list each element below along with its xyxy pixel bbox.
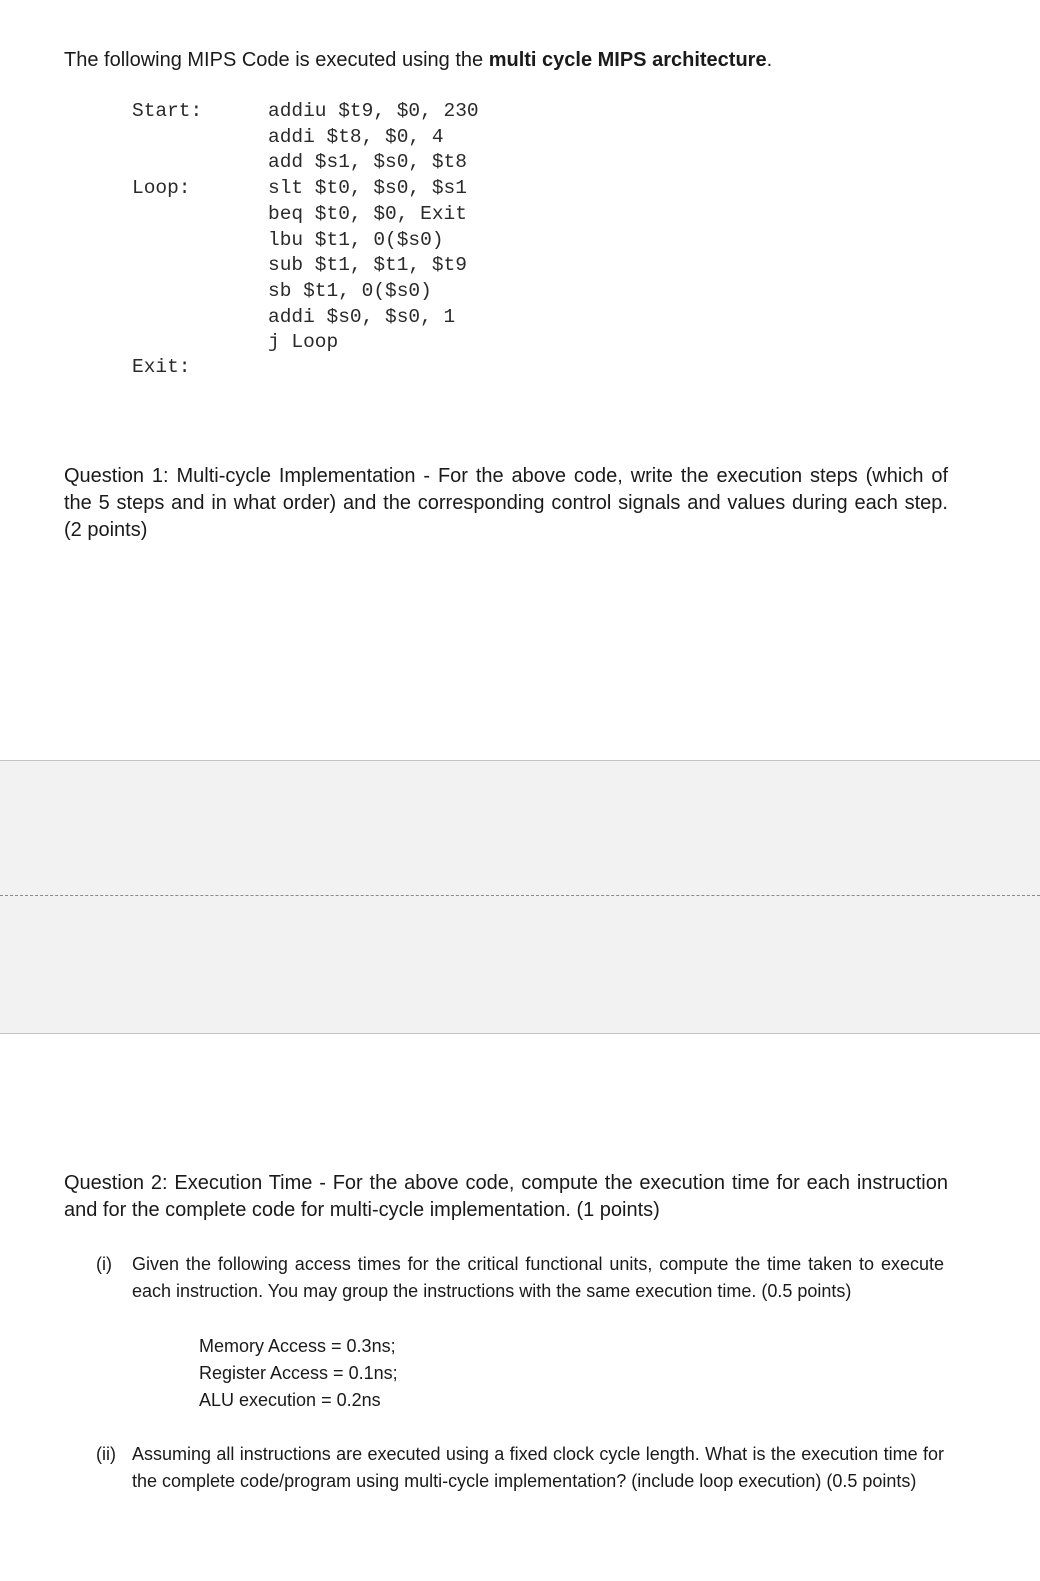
code-line: addiu $t9, $0, 230 xyxy=(268,100,479,122)
code-line: add $s1, $s0, $t8 xyxy=(268,151,467,174)
code-line: sb $t1, 0($s0) xyxy=(268,279,432,302)
question-1: Question 1: Multi-cycle Implementation - For the above code, write the execution steps (which of the 5 steps and in what order) and the corresponding control signals and values during each step. (2 points) xyxy=(64,465,948,541)
code-line: addi $s0, $s0, 1 xyxy=(268,305,456,328)
code-line: sub $t1, $t1, $t9 xyxy=(268,254,467,277)
code-line: addi $t8, $0, 4 xyxy=(268,125,444,148)
instruction-list xyxy=(268,99,479,356)
alu-execution-time: ALU execution = 0.2ns xyxy=(199,1390,381,1410)
intro-text: The following MIPS Code is executed using the xyxy=(64,49,489,71)
code-line: slt $t0, $s0, $s1 xyxy=(268,177,467,200)
code-line: beq $t0, $0, Exit xyxy=(268,202,467,225)
code-line: lbu $t1, 0($s0) xyxy=(268,228,444,251)
part-i-number: (i) xyxy=(96,1254,112,1274)
memory-access-time: Memory Access = 0.3ns; xyxy=(199,1336,396,1356)
label-start: Start: xyxy=(132,100,203,122)
intro-period: . xyxy=(766,49,773,71)
intro-bold-text: multi cycle MIPS architecture xyxy=(488,49,767,71)
code-line: j Loop xyxy=(268,331,339,354)
label-exit: Exit: xyxy=(132,356,191,378)
dashed-divider xyxy=(0,895,1040,896)
register-access-time: Register Access = 0.1ns; xyxy=(199,1363,398,1383)
question-2: Question 2: Execution Time - For the above code, compute the execution time for each instruction and for the complete code for multi-cycle implementation. (1 points) xyxy=(64,1172,948,1221)
part-ii-number: (ii) xyxy=(96,1444,116,1464)
access-times-list xyxy=(199,1333,398,1414)
part-ii-text: Assuming all instructions are executed using a fixed clock cycle length. What is the execution time for the complete code/program using multi-cycle implementation? (include loop execution) (0.5 points) xyxy=(132,1444,944,1491)
answer-area xyxy=(0,760,1040,1034)
label-loop: Loop: xyxy=(132,177,191,199)
part-i-text: Given the following access times for the critical functional units, compute the time taken to execute each instruction. You may group the instructions with the same execution time. (0.5 points) xyxy=(132,1254,944,1301)
intro-sentence xyxy=(64,47,772,73)
